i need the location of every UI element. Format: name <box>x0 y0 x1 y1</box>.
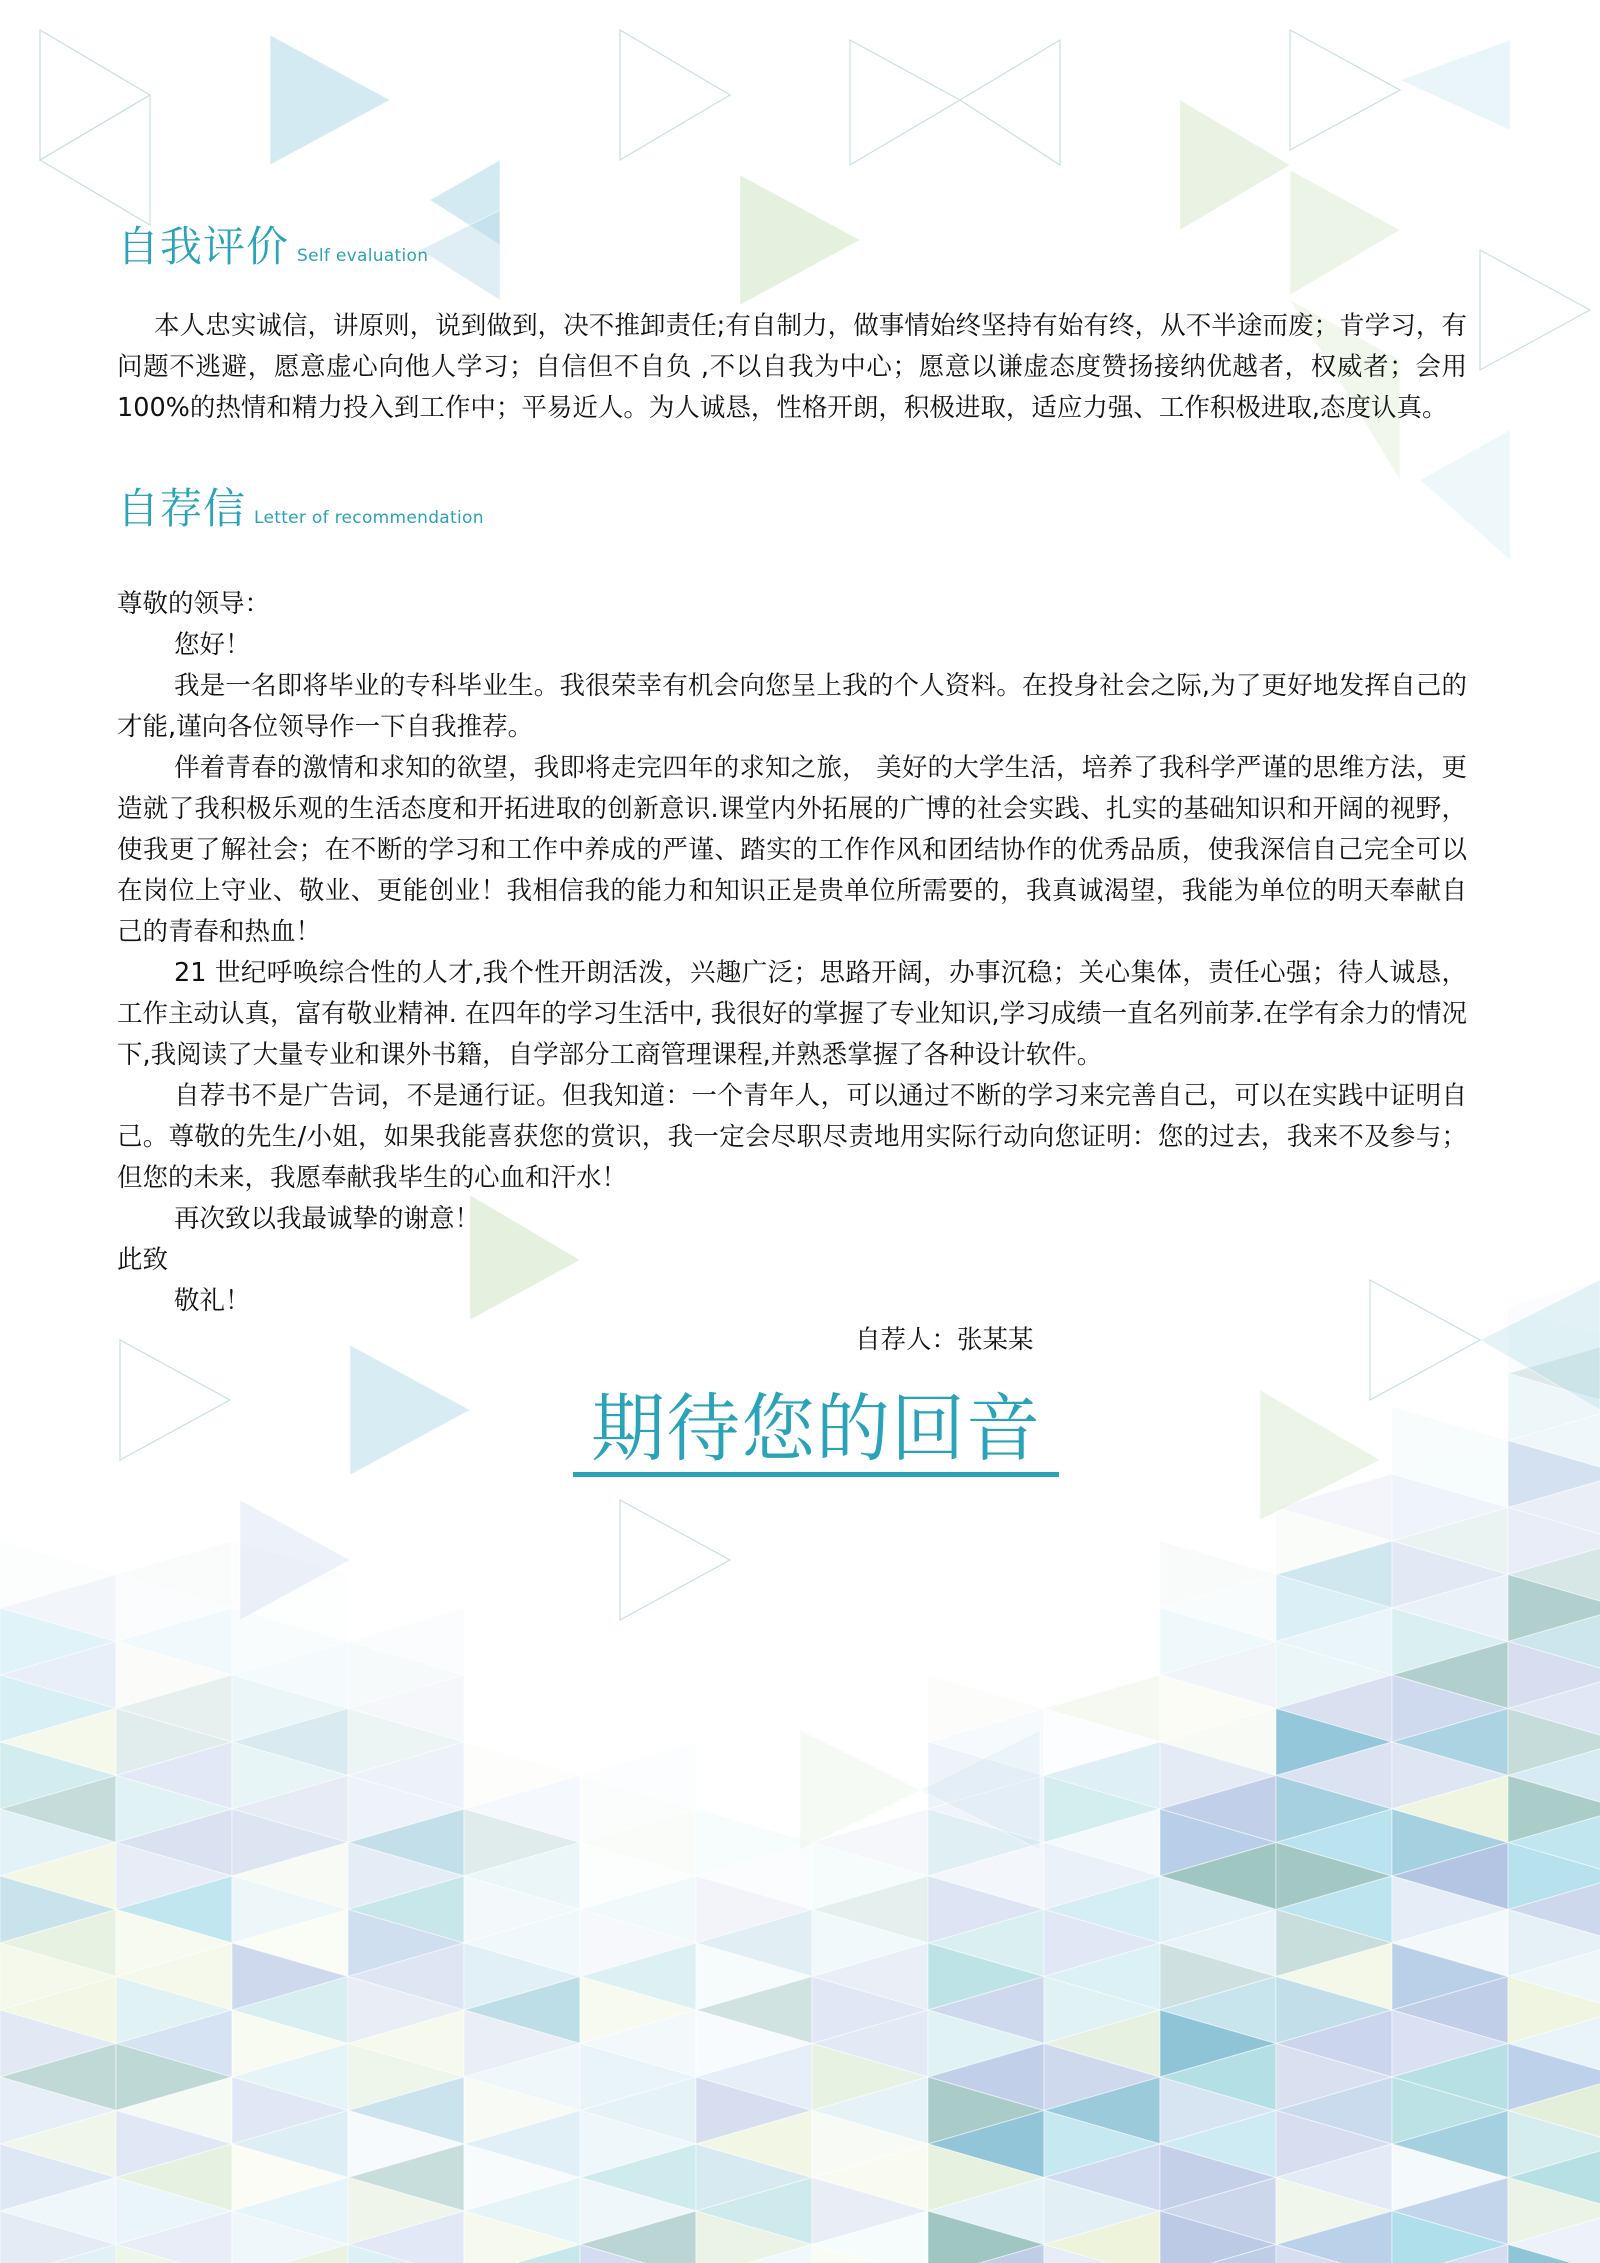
background-triangle-outline <box>960 40 1060 165</box>
letter-closing-2: 敬礼！ <box>174 1286 251 1316</box>
recommendation-letter <box>117 584 1467 1322</box>
background-triangle <box>420 210 500 300</box>
background-triangle <box>740 175 860 305</box>
background-triangle-outline <box>850 40 960 165</box>
background-triangle <box>270 35 390 165</box>
background-triangle <box>1420 430 1510 560</box>
recommendation-subtitle: Letter of recommendation <box>254 508 484 528</box>
background-triangle <box>350 1345 470 1475</box>
background-triangle <box>1180 100 1290 230</box>
background-triangle-outline <box>1480 250 1590 370</box>
background-triangle <box>1400 40 1510 130</box>
letter-salutation: 尊敬的领导： <box>117 589 271 619</box>
letter-greeting: 您好！ <box>174 630 251 660</box>
background-triangle-outline <box>40 95 150 225</box>
background-triangle-outline <box>620 1500 730 1620</box>
letter-signature: 自荐人：张某某 <box>855 1325 1034 1355</box>
closing-line: 期待您的回音 <box>573 1392 1059 1477</box>
background-triangle <box>1290 170 1400 295</box>
self-evaluation-heading <box>117 222 429 271</box>
background-triangle-outline <box>1290 30 1400 150</box>
recommendation-title: 自荐信 <box>117 484 247 533</box>
letter-paragraph: 伴着青春的激情和求知的欲望，我即将走完四年的求知之旅， 美好的大学生活，培养了我科学严谨的思维方法，更造就了我积极乐观的生活态度和开拓进取的创新意识.课堂内外拓展的广博的社会实践、扎实的基础知识和开阔的视野，使我更了解社会；在不断的学习和工作中养成的严谨、踏实的工作作风和团结协作的优秀品质，使我深信自己完全可以在岗位上守业、敬业、更能创业！我相信我的能力和知识正是贵单位所需要的，我真诚渴望，我能为单位的明天奉献自己的青春和热血！ <box>117 753 1467 947</box>
self-evaluation-title: 自我评价 <box>117 222 290 271</box>
self-evaluation-text: 本人忠实诚信，讲原则，说到做到，决不推卸责任;有自制力，做事情始终坚持有始有终，从不半途而废；肯学习，有问题不逃避，愿意虚心向他人学习；自信但不自负 ,不以自我为中心；愿意以谦虚态度赞扬接纳优越者，权威者；会用 100%的热情和精力投入到工作中；平易近人。为人诚恳，性格开朗，积极进取，适应力强、工作积极进取,态度认真。 <box>117 311 1467 423</box>
self-evaluation-subtitle: Self evaluation <box>297 246 429 266</box>
letter-closing-1: 此致 <box>117 1245 169 1275</box>
letter-paragraph: 我是一名即将毕业的专科毕业生。我很荣幸有机会向您呈上我的个人资料。在投身社会之际,为了更好地发挥自己的才能,谨向各位领导作一下自我推荐。 <box>117 671 1467 742</box>
letter-thanks: 再次致以我最诚挚的谢意！ <box>174 1204 481 1234</box>
background-triangle-outline <box>40 30 150 160</box>
letter-paragraph: 21 世纪呼唤综合性的人才,我个性开朗活泼，兴趣广泛；思路开阔，办事沉稳；关心集体，责任心强；待人诚恳，工作主动认真，富有敬业精神. 在四年的学习生活中, 我很好的掌握了专业知识,学习成绩一直名列前茅.在学有余力的情况下,我阅读了大量专业和课外书籍，自学部分工商管理课程,并熟悉掌握了各种设计软件。 <box>117 958 1467 1070</box>
recommendation-heading <box>117 484 484 533</box>
background-triangle-outline <box>120 1340 230 1460</box>
letter-paragraph: 自荐书不是广告词，不是通行证。但我知道：一个青年人，可以通过不断的学习来完善自己，可以在实践中证明自己。尊敬的先生/小姐，如果我能喜获您的赏识，我一定会尽职尽责地用实际行动向您证明：您的过去，我来不及参与；但您的未来，我愿奉献我毕生的心血和汗水！ <box>117 1081 1467 1193</box>
background-triangle-outline <box>620 30 730 160</box>
